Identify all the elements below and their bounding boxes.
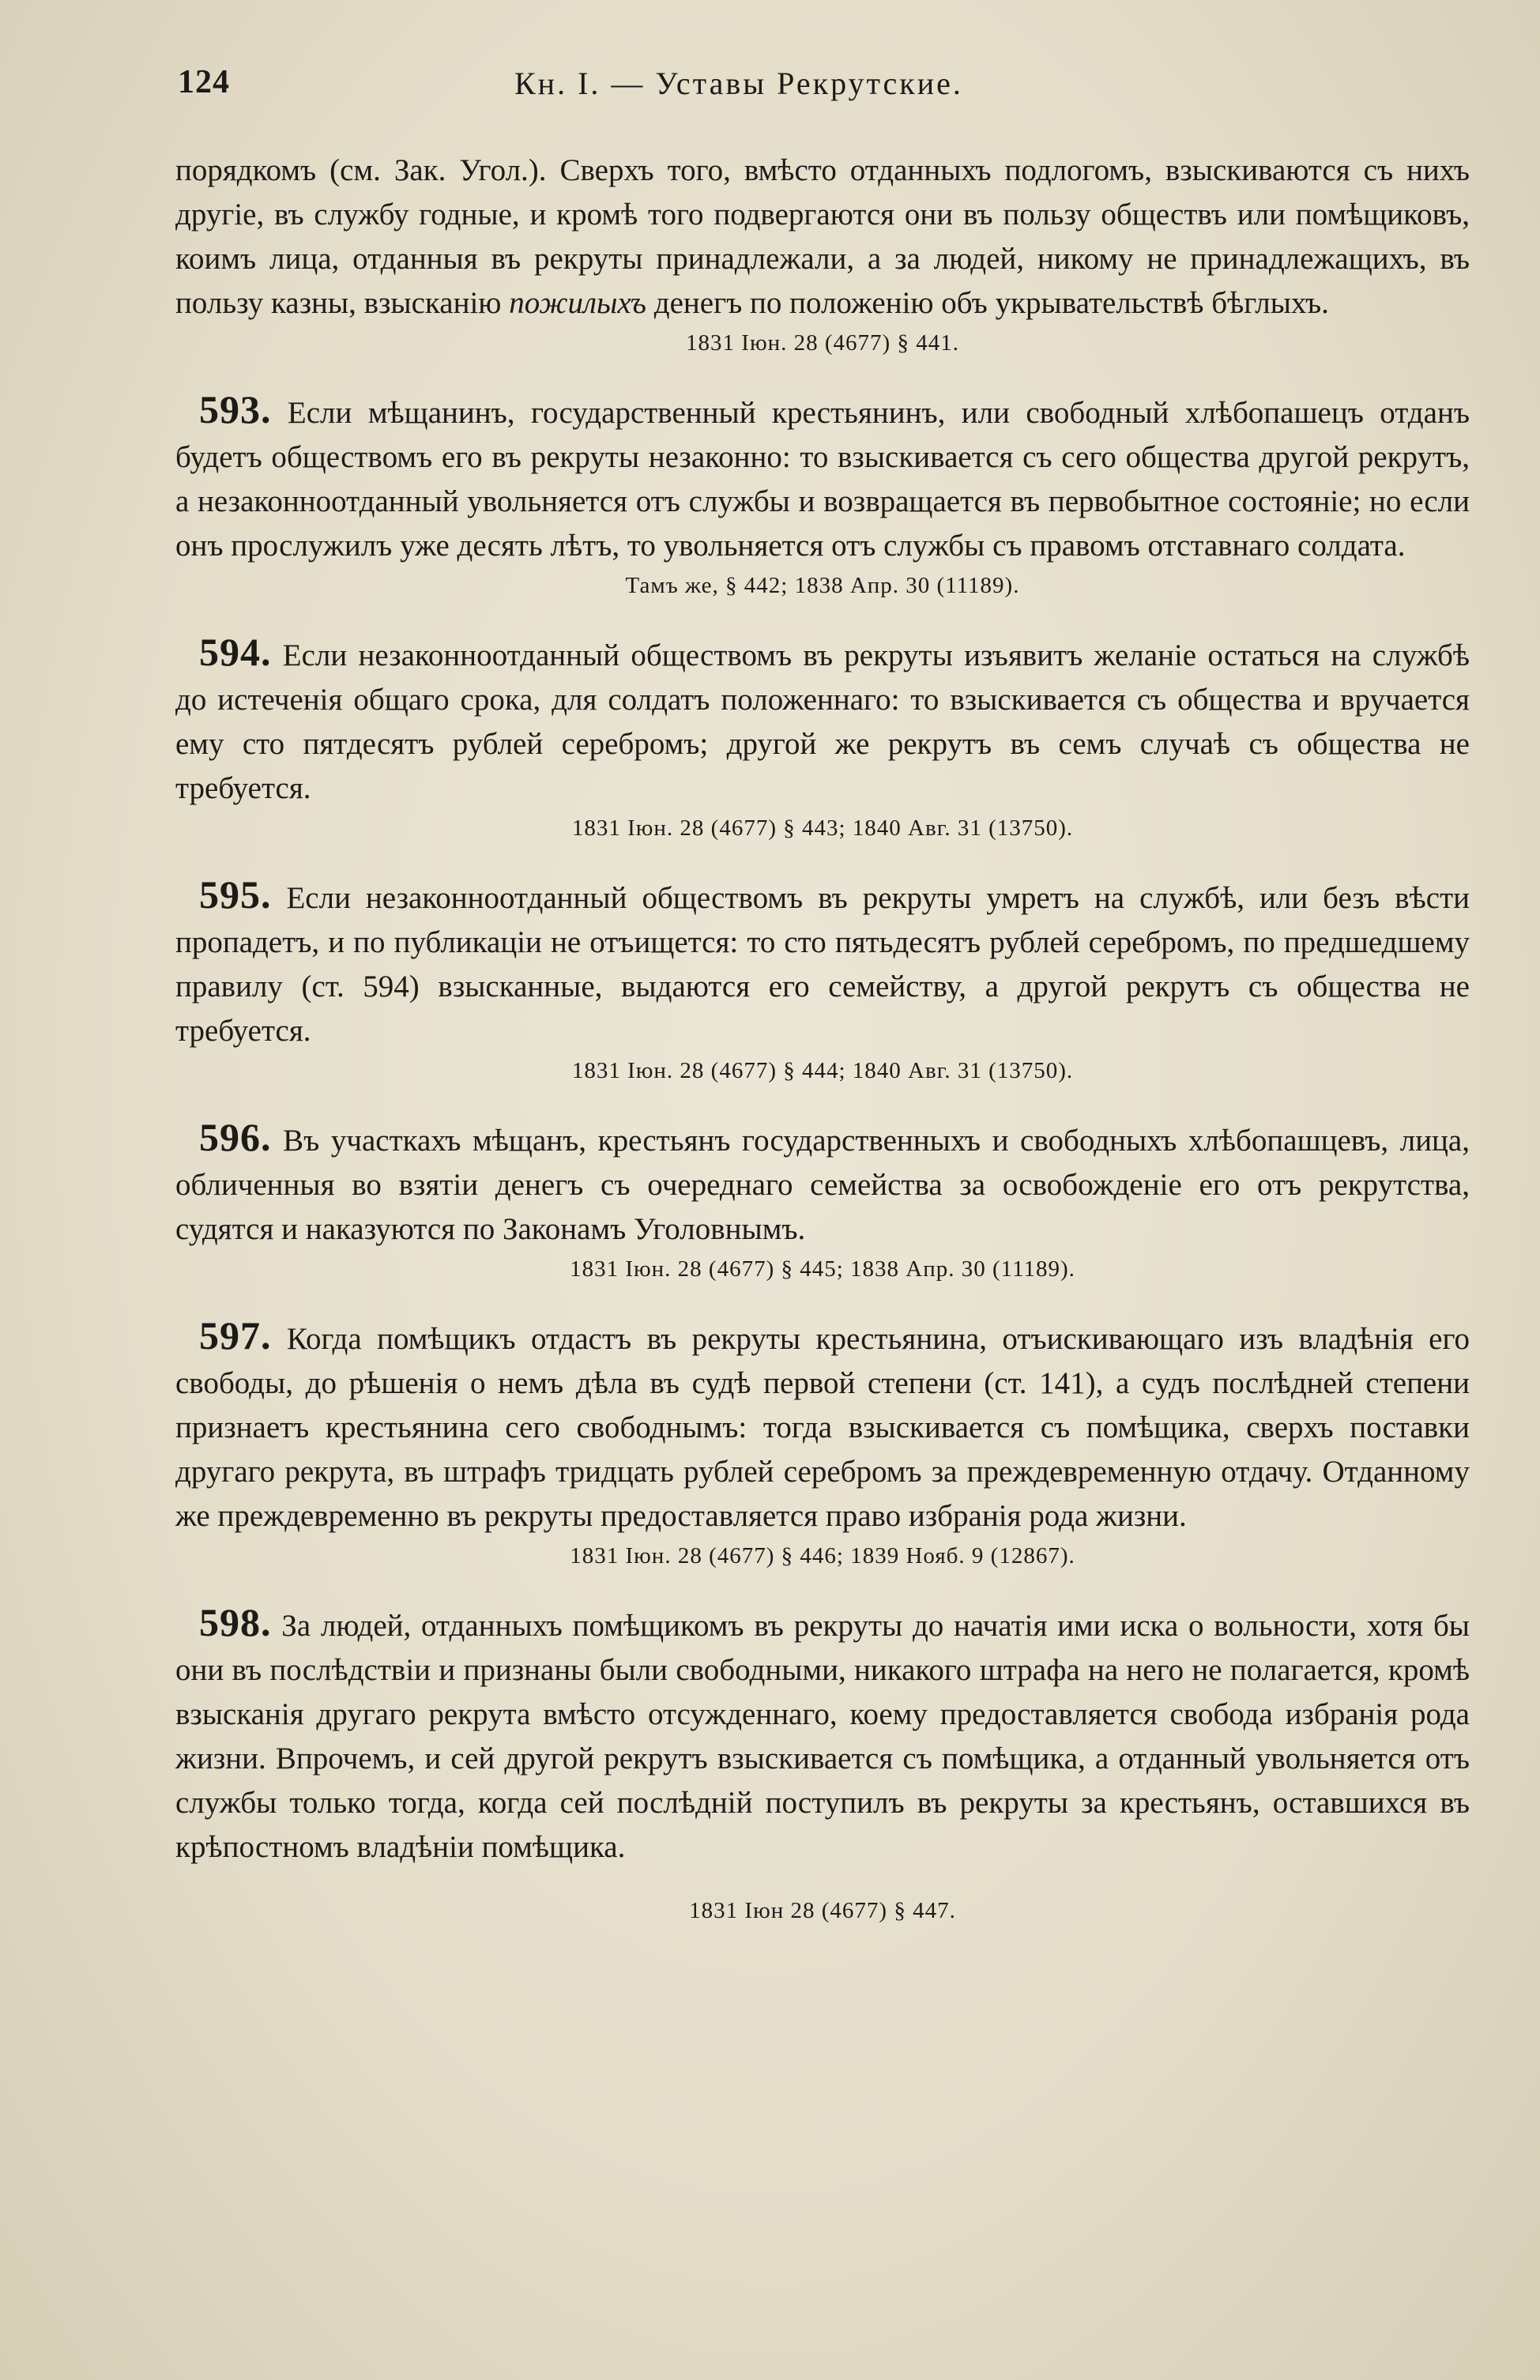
citation: 1831 Іюн. 28 (4677) § 444; 1840 Авг. 31 (13750). xyxy=(571,1058,1074,1083)
article-text: 594. Если незаконноотданный обществомъ въ рекруты изъявитъ желаніе остаться на службѣ до истеченія общаго срока, для солдатъ положеннаго: то взыскивается съ общества и вручается ему сто пятдесятъ рублей серебромъ; другой же рекрутъ въ семъ случаѣ съ общества не требуется. xyxy=(175,630,1470,805)
article-597 xyxy=(175,1313,1470,1570)
article-598 xyxy=(175,1600,1470,1925)
article-number: 594. xyxy=(199,630,272,674)
citation: 1831 Іюн. 28 (4677) § 445; 1838 Апр. 30 (11189). xyxy=(570,1256,1075,1282)
article-593 xyxy=(175,387,1470,600)
page-number: 124 xyxy=(178,64,230,100)
citation: 1831 Іюн. 28 (4677) § 443; 1840 Авг. 31 (13750). xyxy=(571,815,1074,841)
intro-paragraph xyxy=(175,149,1470,357)
citation: 1831 Іюн. 28 (4677) § 446; 1839 Нояб. 9 (12867). xyxy=(570,1543,1075,1568)
article-number: 593. xyxy=(199,387,272,431)
article-text: 595. Если незаконноотданный обществомъ въ рекруты умретъ на службѣ, или безъ вѣсти пропадетъ, и по публикаціи не отъищется: то сто пятьдесятъ рублей серебромъ, по предшедшему правилу (ст. 594) взысканные, выдаются его семейству, а другой рекрутъ съ общества не требуется. xyxy=(175,872,1470,1048)
article-number: 597. xyxy=(199,1313,272,1358)
text-column xyxy=(175,149,1470,1925)
article-number: 596. xyxy=(199,1115,272,1159)
page-header xyxy=(178,63,1493,111)
article-text: 596. Въ участкахъ мѣщанъ, крестьянъ государственныхъ и свободныхъ хлѣбопашцевъ, лица, обличенныя во взятіи денегъ съ очереднаго семейства за освобожденіе его отъ рекрутства, судятся и наказуются по Законамъ Уголовнымъ. xyxy=(175,1115,1470,1246)
article-text: 598. За людей, отданныхъ помѣщикомъ въ рекруты до начатія ими иска о вольности, хотя бы они въ послѣдствіи и признаны были свободными, никакого штрафа на него не полагается, кромѣ взысканія другаго рекрута вмѣсто отсужденнаго, коему предоставляется свобода избранія рода жизни. Впрочемъ, и сей другой рекрутъ взыскивается съ помѣщика, а отданный увольняется отъ службы только тогда, когда сей послѣдній поступилъ въ рекруты за крестьянъ, оставшихся въ крѣпостномъ владѣніи помѣщика. xyxy=(175,1600,1470,1864)
intro-text: порядкомъ (см. Зак. Угол.). Сверхъ того, вмѣсто отданныхъ подлогомъ, взыскиваются съ нихъ другіе, въ службу годные, и кромѣ того подвергаются они въ пользу обществъ или помѣщиковъ, коимъ лица, отданныя въ рекруты принадлежали, а за людей, никому не принадлежащихъ, въ пользу казны, взысканію пожилыхъ денегъ по положенію объ укрывательствѣ бѣглыхъ. xyxy=(175,153,1470,320)
article-text: 597. Когда помѣщикъ отдастъ въ рекруты крестьянина, отъискивающаго изъ владѣнія его свободы, до рѣшенія о немъ дѣла въ судѣ первой степени (ст. 141), а судъ послѣдней степени признаетъ крестьянина сего свободнымъ: тогда взыскивается съ помѣщика, сверхъ поставки другаго рекрута, въ штрафъ тридцать рублей серебромъ за преждевременную отдачу. Отданному же преждевременно въ рекруты предоставляется право избранія рода жизни. xyxy=(175,1313,1470,1533)
article-number: 598. xyxy=(199,1600,272,1644)
article-596 xyxy=(175,1115,1470,1283)
article-number: 595. xyxy=(199,872,272,917)
citation: 1831 Іюн 28 (4677) § 447. xyxy=(689,1898,956,1923)
article-595 xyxy=(175,872,1470,1085)
article-594 xyxy=(175,630,1470,842)
running-title: Кн. I. — Уставы Рекрутские. xyxy=(514,66,963,101)
citation: 1831 Іюн. 28 (4677) § 441. xyxy=(686,330,959,356)
citation: Тамъ же, § 442; 1838 Апр. 30 (11189). xyxy=(625,573,1020,598)
article-text: 593. Если мѣщанинъ, государственный крестьянинъ, или свободный хлѣбопашецъ отданъ будетъ обществомъ его въ рекруты незаконно: то взыскивается съ сего общества другой рекрутъ, а незаконноотданный увольняется отъ службы и возвращается въ первобытное состояніе; но если онъ прослужилъ уже десять лѣтъ, то увольняется отъ службы съ правомъ отставнаго солдата. xyxy=(175,387,1470,563)
italic-term: пожилыхъ xyxy=(509,286,646,320)
